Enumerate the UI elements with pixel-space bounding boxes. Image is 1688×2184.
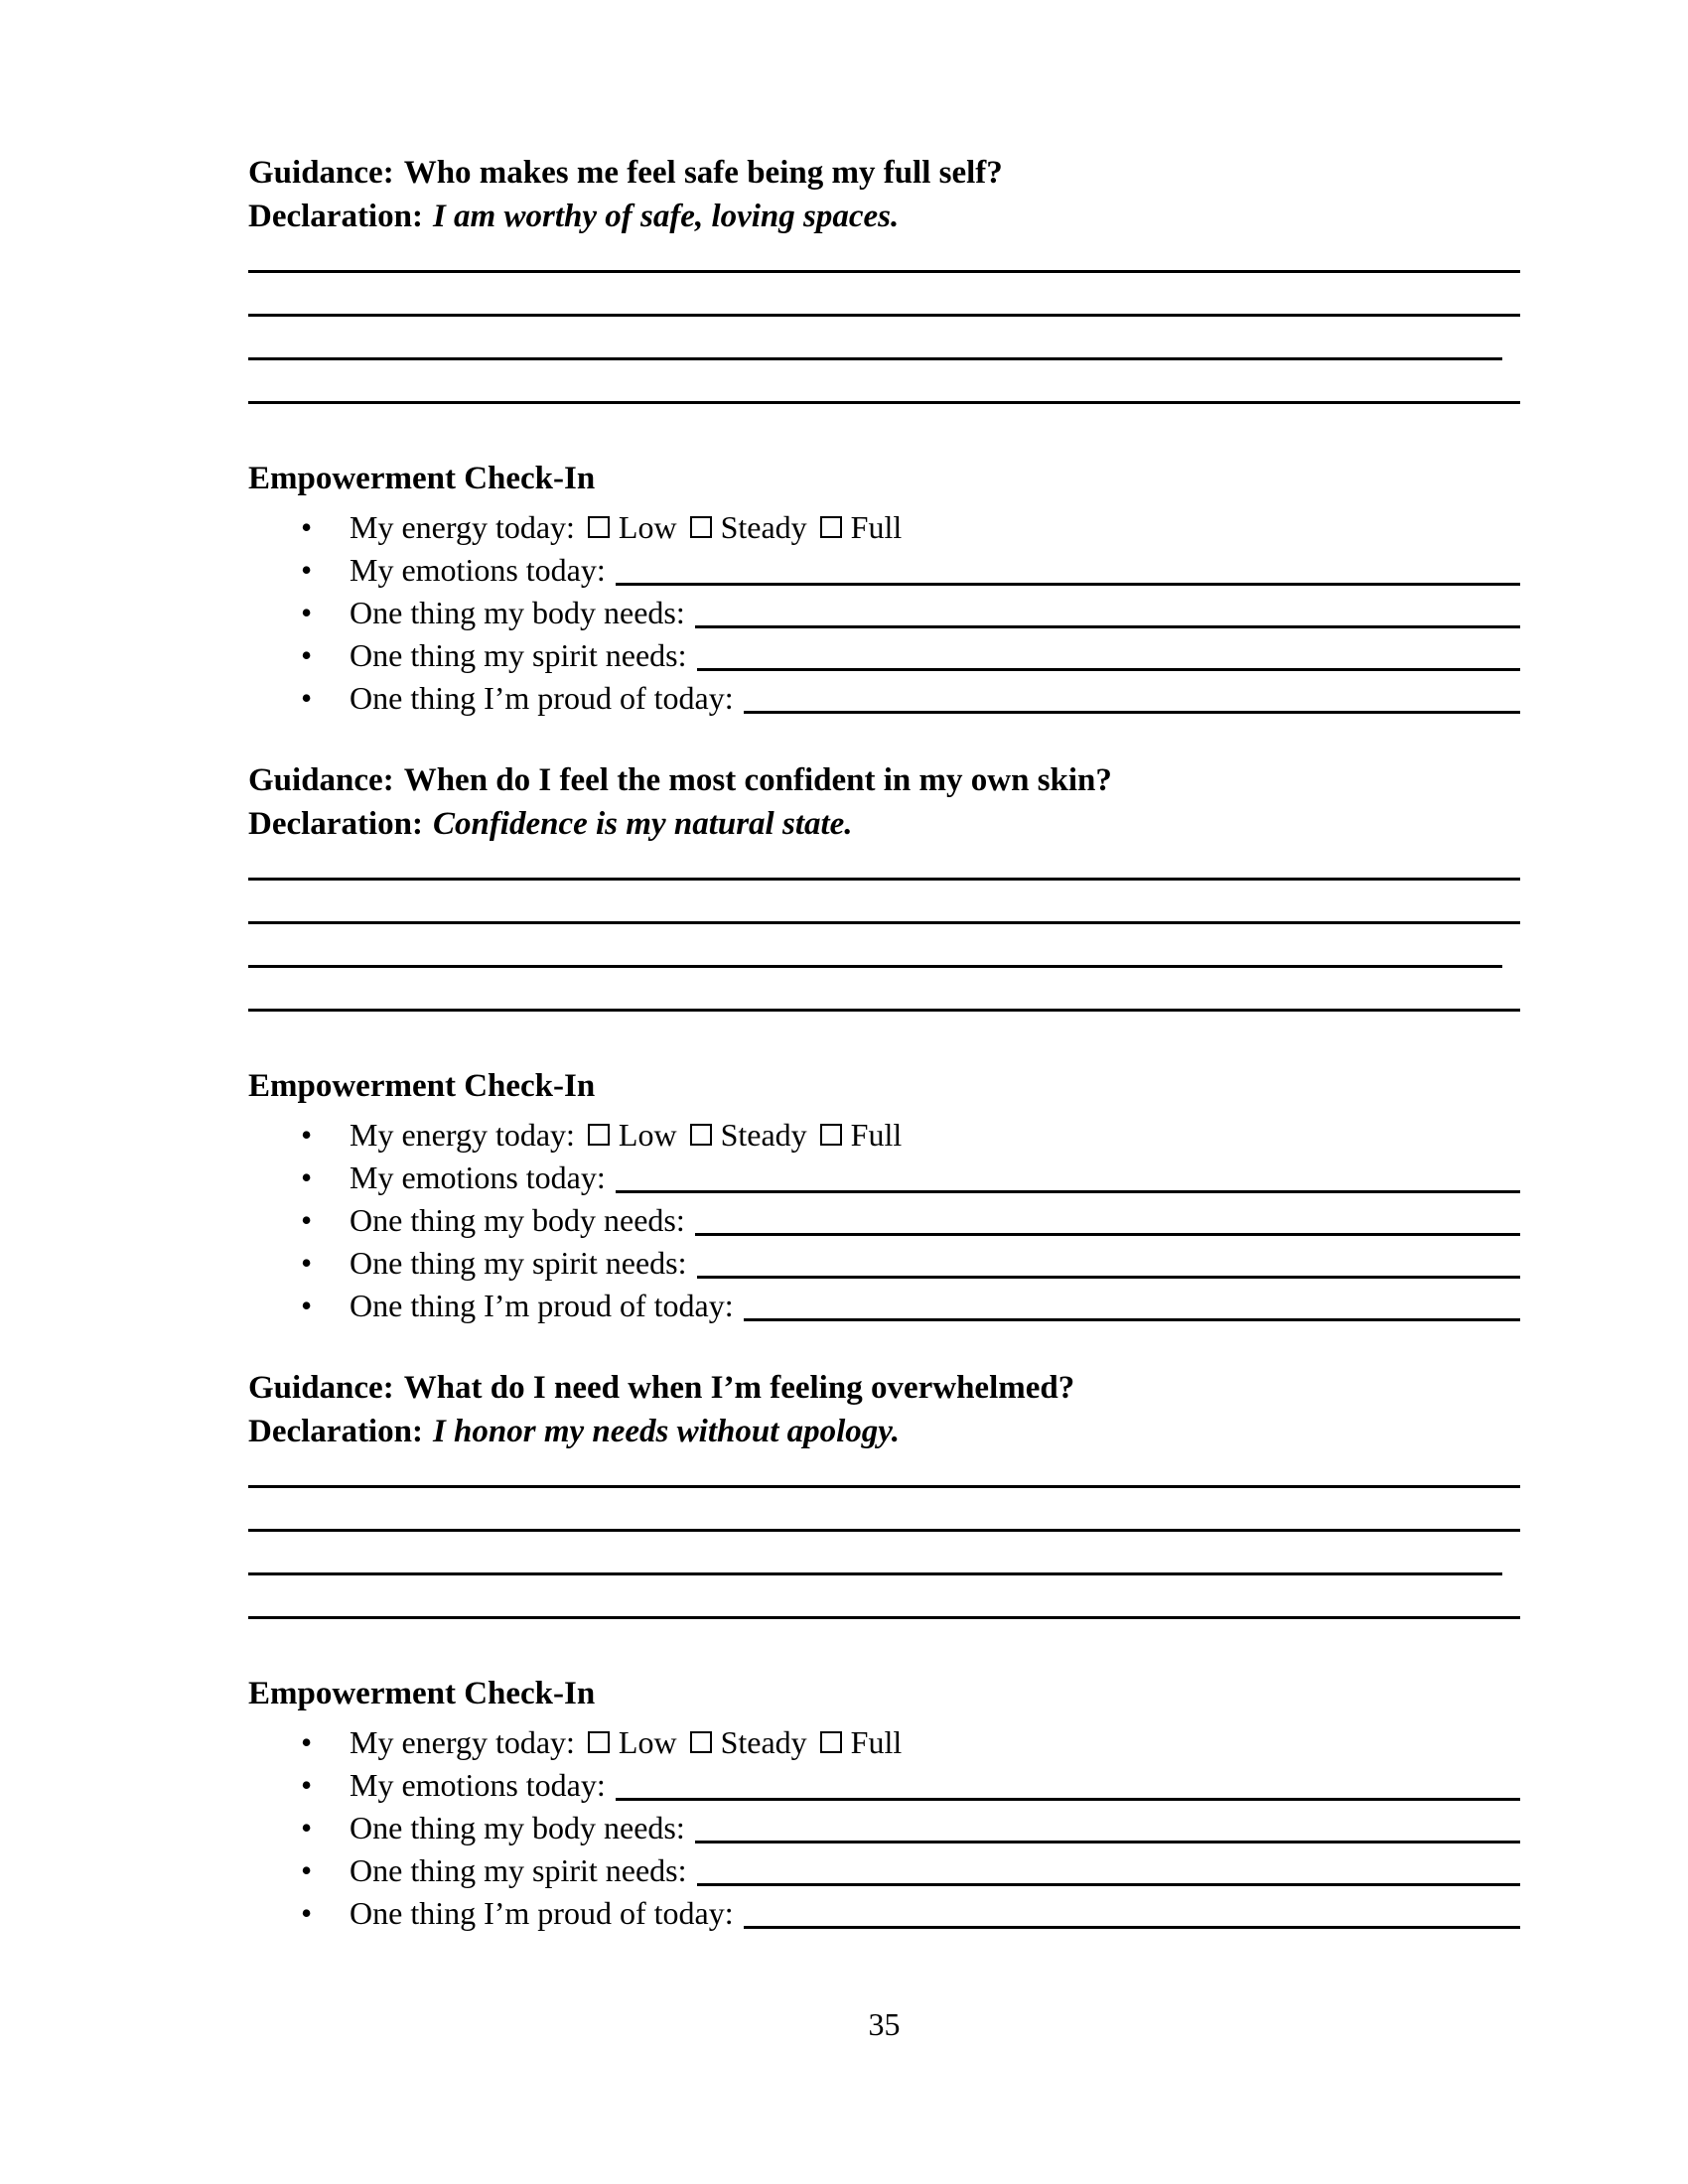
bullet-icon: • [301,1724,313,1760]
option-low-label: Low [618,1117,677,1153]
writing-line[interactable] [248,1575,1520,1619]
proud-of-row [301,1285,1520,1327]
write-in-line[interactable] [616,1798,1520,1801]
guidance-question [248,758,1520,802]
writing-line[interactable] [248,968,1520,1012]
writing-line[interactable] [248,1488,1520,1532]
emotions-row [301,1764,1520,1807]
checkbox-full[interactable] [820,1731,842,1753]
write-in-line[interactable] [697,1883,1520,1886]
body-needs-label: One thing my body needs: [350,1810,685,1845]
writing-line[interactable] [248,273,1520,317]
journal-section-1 [248,151,1520,720]
declaration-text: I am worthy of safe, loving spaces. [432,199,900,234]
checkbox-low[interactable] [588,1124,610,1146]
emotions-label: My emotions today: [350,1767,606,1803]
option-full-label: Full [850,1117,903,1153]
write-in-line[interactable] [695,1233,1520,1236]
proud-of-label: One thing I’m proud of today: [350,1288,734,1323]
guidance-label: Guidance: [248,155,394,191]
journal-section-2 [248,758,1520,1327]
checkbox-steady[interactable] [690,1731,712,1753]
body-needs-row [301,1199,1520,1242]
spirit-needs-row [301,634,1520,677]
writing-line[interactable] [248,1532,1502,1575]
bullet-icon: • [301,1160,313,1195]
checkbox-low[interactable] [588,516,610,538]
writing-line[interactable] [248,238,1520,273]
guidance-label: Guidance: [248,1370,394,1406]
energy-label: My energy today: Low Steady Full [350,1724,903,1760]
energy-label: My energy today: Low Steady Full [350,1117,903,1153]
checkin-heading: Empowerment Check-In [248,461,596,496]
writing-line[interactable] [248,924,1502,968]
spirit-needs-row [301,1849,1520,1892]
bullet-icon: • [301,1245,313,1281]
spirit-needs-label: One thing my spirit needs: [350,1245,687,1281]
proud-of-label: One thing I’m proud of today: [350,680,734,716]
option-steady-label: Steady [720,1724,807,1760]
declaration-label: Declaration: [248,1414,423,1449]
bullet-icon: • [301,1767,313,1803]
checkbox-steady[interactable] [690,516,712,538]
spirit-needs-row [301,1242,1520,1285]
checkbox-full[interactable] [820,1124,842,1146]
checkin-heading: Empowerment Check-In [248,1676,596,1711]
write-in-line[interactable] [695,625,1520,628]
energy-row [301,1721,1520,1764]
proud-of-row [301,1892,1520,1935]
bullet-icon: • [301,680,313,716]
write-in-line[interactable] [616,583,1520,586]
guidance-label: Guidance: [248,762,394,798]
declaration-label: Declaration: [248,199,423,234]
energy-row [301,1114,1520,1157]
option-full-label: Full [850,1724,903,1760]
option-full-label: Full [850,509,903,545]
bullet-icon: • [301,1810,313,1845]
spirit-needs-label: One thing my spirit needs: [350,1852,687,1888]
declaration-text: I honor my needs without apology. [432,1414,900,1449]
guidance-question [248,1366,1520,1410]
write-in-line[interactable] [697,1276,1520,1279]
body-needs-row [301,592,1520,634]
write-in-line[interactable] [695,1841,1520,1843]
body-needs-label: One thing my body needs: [350,595,685,630]
bullet-icon: • [301,1117,313,1153]
checkin-list [248,1114,1520,1327]
body-needs-label: One thing my body needs: [350,1202,685,1238]
write-in-line[interactable] [697,668,1520,671]
writing-line[interactable] [248,317,1502,360]
declaration-text: Confidence is my natural state. [432,806,853,842]
proud-of-label: One thing I’m proud of today: [350,1895,734,1931]
declaration-line [248,195,1520,238]
bullet-icon: • [301,595,313,630]
journal-section-3 [248,1366,1520,1935]
option-low-label: Low [618,1724,677,1760]
guidance-text: What do I need when I’m feeling overwhelmed? [403,1370,1075,1406]
energy-label: My energy today: Low Steady Full [350,509,903,545]
option-low-label: Low [618,509,677,545]
guidance-question [248,151,1520,195]
writing-line[interactable] [248,881,1520,924]
write-in-line[interactable] [744,711,1520,714]
emotions-row [301,549,1520,592]
bullet-icon: • [301,1202,313,1238]
declaration-line [248,1410,1520,1453]
checkbox-steady[interactable] [690,1124,712,1146]
page-number: 35 [868,2006,901,2042]
write-in-line[interactable] [744,1926,1520,1929]
emotions-label: My emotions today: [350,552,606,588]
guidance-text: When do I feel the most confident in my own skin? [403,762,1112,798]
guidance-text: Who makes me feel safe being my full self? [403,155,1003,191]
checkin-heading: Empowerment Check-In [248,1068,596,1104]
writing-lines [248,238,1520,404]
bullet-icon: • [301,1852,313,1888]
checkbox-full[interactable] [820,516,842,538]
declaration-line [248,802,1520,846]
bullet-icon: • [301,1895,313,1931]
writing-line[interactable] [248,846,1520,881]
bullet-icon: • [301,552,313,588]
emotions-label: My emotions today: [350,1160,606,1195]
body-needs-row [301,1807,1520,1849]
checkin-list [248,1721,1520,1935]
emotions-row [301,1157,1520,1199]
proud-of-row [301,677,1520,720]
option-steady-label: Steady [720,509,807,545]
writing-line[interactable] [248,360,1520,404]
spirit-needs-label: One thing my spirit needs: [350,637,687,673]
option-steady-label: Steady [720,1117,807,1153]
bullet-icon: • [301,1288,313,1323]
writing-line[interactable] [248,1453,1520,1488]
writing-lines [248,1453,1520,1619]
energy-row [301,506,1520,549]
bullet-icon: • [301,509,313,545]
checkin-list [248,506,1520,720]
checkbox-low[interactable] [588,1731,610,1753]
write-in-line[interactable] [616,1190,1520,1193]
write-in-line[interactable] [744,1318,1520,1321]
bullet-icon: • [301,637,313,673]
writing-lines [248,846,1520,1012]
declaration-label: Declaration: [248,806,423,842]
